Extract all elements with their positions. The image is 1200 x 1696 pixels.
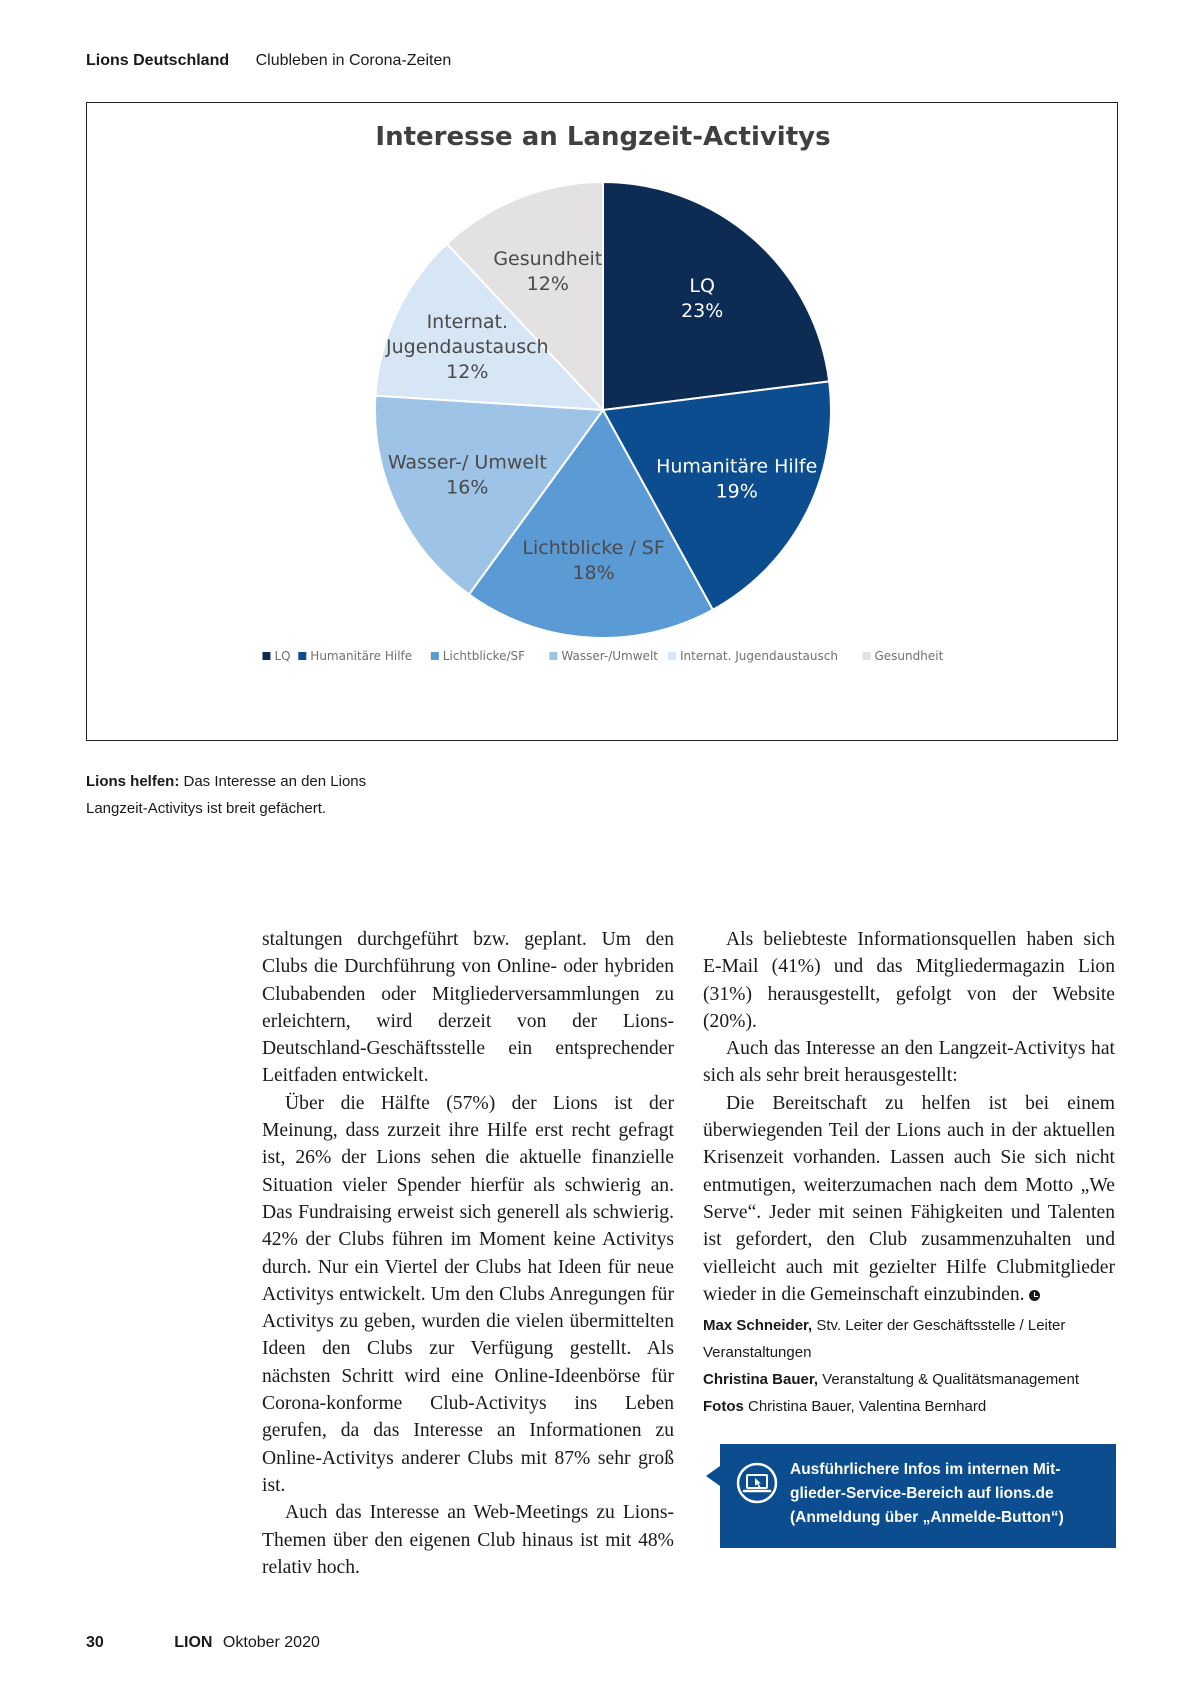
- legend-label: Lichtblicke/SF: [442, 649, 526, 663]
- slice-label: Wasser-/ Umwelt 16%: [387, 451, 547, 499]
- info-text: [790, 1458, 1100, 1530]
- running-header: [86, 52, 451, 70]
- caption-text: Das Interesse an den Lions Langzeit-Activitys ist breit gefächert.: [86, 773, 367, 817]
- slice-label: Humanitäre Hilfe 19%: [656, 455, 818, 503]
- article-column-right: [703, 926, 1115, 1308]
- caption-lead: Lions helfen:: [86, 773, 180, 790]
- credit-line: [703, 1312, 1123, 1366]
- paragraph-text: Die Bereitschaft zu helfen ist bei einem überwiegenden Teil der Lions auch in der aktuellen Krisenzeit vorhanden. Lassen auch Sie sich nicht entmutigen, weiterzumachen nach dem Motto „We Serve“. Jeder mit seinen Fähigkeiten und Talenten ist gefordert, den Club zusammenzuhalten und vielleicht auch mit gezielter Hilfe Clubmitglieder wieder in die Gemeinschaft einzubinden.: [703, 1092, 1115, 1305]
- info-line: Ausführlichere Infos im internen Mit-: [790, 1461, 1061, 1478]
- legend-label: Gesundheit: [874, 649, 944, 663]
- author-role: Veranstaltung & Qualitätsmanagement: [818, 1371, 1080, 1388]
- author-role: Stv. Leiter der Geschäftsstelle / Leiter Veranstaltungen: [703, 1317, 1066, 1361]
- legend-label: Wasser-/Umwelt: [561, 649, 658, 663]
- figure-caption: [86, 768, 416, 822]
- author-name: Max Schneider,: [703, 1317, 813, 1334]
- legend-label: Internat. Jugendaustausch: [680, 649, 838, 663]
- paragraph-final: [703, 1090, 1115, 1308]
- info-line: glieder-Service-Bereich auf lions.de: [790, 1485, 1054, 1502]
- page-footer: [86, 1634, 320, 1652]
- issue-date: Oktober 2020: [222, 1634, 320, 1651]
- pie-chart-figure: [86, 102, 1118, 741]
- paragraph: Auch das Interesse an den Langzeit-Activitys hat sich als sehr breit herausgestellt:: [703, 1038, 1115, 1087]
- slice-label: LQ 23%: [681, 275, 724, 322]
- credit-line: [703, 1366, 1123, 1393]
- legend-label: LQ: [274, 649, 291, 663]
- legend-swatch: [863, 652, 871, 660]
- pie-chart: [87, 103, 1119, 742]
- laptop-click-icon: [736, 1462, 778, 1504]
- slice-label: Lichtblicke / SF 18%: [522, 537, 665, 585]
- article-column-left: [262, 926, 674, 1581]
- paragraph: Als beliebteste Informationsquellen haben sich E-Mail (41%) und das Mitgliedermagazin Lion (31%) herausgestellt, gefolgt von der Website (20%).: [703, 929, 1115, 1032]
- legend-swatch: [431, 652, 439, 660]
- photos-names: Christina Bauer, Valentina Bernhard: [743, 1398, 987, 1415]
- legend-swatch: [668, 652, 676, 660]
- info-line: (Anmeldung über „Anmelde-Button“): [790, 1509, 1064, 1526]
- paragraph: Über die Hälfte (57%) der Lions ist der Meinung, dass zurzeit ihre Hilfe erst recht gefragt ist, 26% der Lions sehen die aktuelle finanzielle Situation vieler Spender hierfür als schwierig an. Das Fundraising erweist sich generell als schwierig. 42% der Clubs führen im Moment keine Activitys durch. Nur ein Viertel der Clubs hat Ideen für neue Activitys entwickelt. Um den Clubs Anregungen für Activitys zu geben, wurden die vielen übermittelten Ideen den Clubs zur Verfügung gestellt. Als nächsten Schritt wird eine Online-Ideenbörse für Corona-konforme Club-Activitys ins Leben gerufen, da das Interesse an Informationen zu Online-Activitys anderer Clubs mit 87% sehr groß ist.: [262, 1092, 674, 1496]
- header-topic: Clubleben in Corona-Zeiten: [255, 52, 452, 69]
- legend-swatch: [298, 652, 306, 660]
- slice-label: Internat. Jugendaustausch 12%: [385, 311, 549, 384]
- magazine-name: LION: [174, 1634, 213, 1651]
- pie-slice: [603, 182, 829, 410]
- paragraph: Auch das Interesse an Web-Meetings zu Lions-Themen über den eigenen Club hinaus ist mit 48% relativ hoch.: [262, 1502, 674, 1578]
- chart-title: Interesse an Langzeit-Activitys: [375, 122, 831, 152]
- legend-label: Humanitäre Hilfe: [310, 649, 413, 663]
- end-of-article-icon: [1029, 1290, 1040, 1301]
- photos-label: Fotos: [703, 1398, 744, 1415]
- page-number: 30: [86, 1634, 104, 1651]
- author-name: Christina Bauer,: [703, 1371, 819, 1388]
- legend-swatch: [549, 652, 557, 660]
- credit-line: [703, 1393, 1123, 1420]
- legend-swatch: [263, 652, 271, 660]
- author-credits: [703, 1312, 1123, 1420]
- header-section: Lions Deutschland: [86, 52, 230, 69]
- slice-label: Gesundheit 12%: [493, 248, 603, 295]
- info-callout: [720, 1444, 1116, 1548]
- paragraph: staltungen durchgeführt bzw. geplant. Um den Clubs die Durchführung von Online- oder hybriden Clubabenden oder Mitgliederversammlungen zu erleichtern, wird derzeit von der Lions-Deutschland-Geschäftsstelle ein entsprechender Leitfaden entwickelt.: [262, 929, 674, 1087]
